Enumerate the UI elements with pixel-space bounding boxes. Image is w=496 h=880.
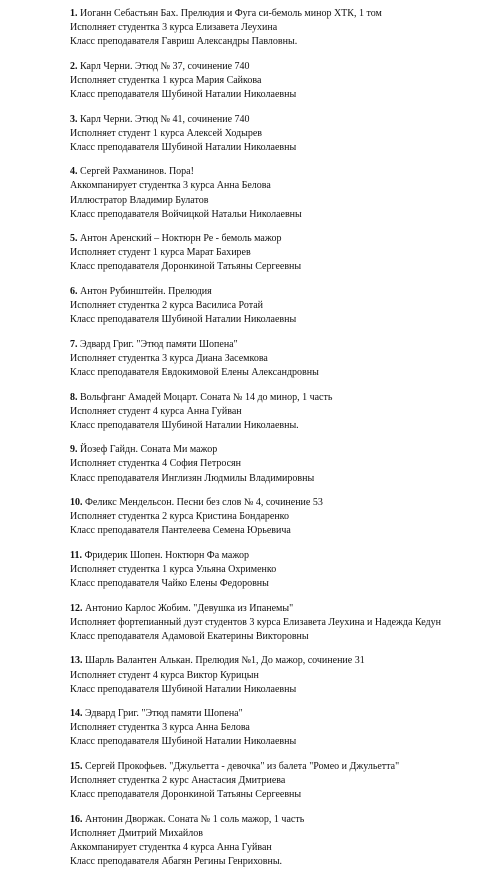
program-item <box>70 813 490 869</box>
program-item-detail: Класс преподавателя Чайко Елены Федоровны <box>70 578 269 590</box>
program-item-detail: Класс преподавателя Шубиной Наталии Николаевны <box>70 88 297 100</box>
program-item-detail: Аккомпанирует студентка 3 курса Анна Белова <box>70 180 271 192</box>
program-item-number: 9. <box>70 444 78 456</box>
program-item-detail: Класс преподавателя Пантелеева Семена Юрьевича <box>70 525 291 537</box>
program-item-number: 16. <box>70 813 83 825</box>
program-item-title: Антонио Карлос Жобим. "Девушка из Ипанемы" <box>85 602 294 614</box>
program-item <box>70 549 490 591</box>
program-item <box>70 60 490 102</box>
program-item-title: Эдвард Григ. "Этюд памяти Шопена" <box>85 708 243 720</box>
program-item-title-line <box>70 60 490 74</box>
program-item <box>70 707 490 749</box>
program-item-number: 10. <box>70 497 83 509</box>
program-item-title: Йозеф Гайдн. Соната Ми мажор <box>80 444 218 456</box>
program-item <box>70 285 490 327</box>
program-item-detail: Класс преподавателя Шубиной Наталии Николаевны <box>70 683 297 695</box>
program-item <box>70 443 490 485</box>
program-item-detail: Класс преподавателя Инглизян Людмилы Владимировны <box>70 472 315 484</box>
program-item-number: 13. <box>70 655 83 667</box>
program-item-title: Антонин Дворжак. Соната № 1 соль мажор, 1 часть <box>85 813 305 825</box>
program-item-number: 12. <box>70 602 83 614</box>
program-item-detail: Исполняет студент 1 курса Марат Бахирев <box>70 247 251 259</box>
program-item <box>70 496 490 538</box>
program-item-title: Иоганн Себастьян Бах. Прелюдия и Фуга си-бемоль минор ХТК, 1 том <box>80 8 382 19</box>
program-item <box>70 7 490 49</box>
program-item-title: Антон Рубинштейн. Прелюдия <box>80 286 212 297</box>
program-item-title-line <box>70 7 490 21</box>
program-item-number: 15. <box>70 761 83 773</box>
program-item-title-line <box>70 391 490 405</box>
program-item-number: 2. <box>70 60 78 72</box>
program-item-detail: Класс преподавателя Войчицкой Натальи Николаевны <box>70 208 302 220</box>
program-item <box>70 654 490 696</box>
program-item <box>70 113 490 155</box>
program-item-number: 3. <box>70 113 78 125</box>
program-item-detail: Исполняет студент 4 курса Анна Гуйван <box>70 405 242 417</box>
program-item-detail: Класс преподавателя Шубиной Наталии Николаевны <box>70 314 297 326</box>
program-item-title: Сергей Рахманинов. Пора! <box>80 166 194 178</box>
program-item-number: 14. <box>70 708 83 720</box>
program-item-detail: Исполняет студент 4 курса Виктор Курицын <box>70 669 259 681</box>
program-item-detail: Исполняет студентка 3 курса Диана Засемкова <box>70 352 268 364</box>
program-item-detail: Исполняет студентка 3 курса Елизавета Леухина <box>70 22 278 34</box>
program-item-title-line <box>70 113 490 127</box>
program-item-detail: Класс преподавателя Шубиной Наталии Николаевны <box>70 141 297 153</box>
program-item-detail: Исполняет студентка 3 курса Анна Белова <box>70 722 250 734</box>
program-item-title: Сергей Прокофьев. "Джульетта - девочка" из балета "Ромео и Джульетта" <box>85 761 400 773</box>
program-item-number: 11. <box>70 549 82 561</box>
program-item <box>70 602 490 644</box>
program-item-detail: Исполняет фортепианный дуэт студентов 3 курса Елизавета Леухина и Надежда Кедун <box>70 616 441 628</box>
program-item-title: Феликс Мендельсон. Песни без слов № 4, сочинение 53 <box>85 497 323 509</box>
program-item-title-line <box>70 285 490 299</box>
program-item-detail: Класс преподавателя Доронкиной Татьяны Сергеевны <box>70 261 302 273</box>
program-item-title-line <box>70 165 490 179</box>
program-item-title-line <box>70 443 490 457</box>
program-item-detail: Исполняет студентка 2 курса Кристина Бондаренко <box>70 511 290 523</box>
program-item <box>70 232 490 274</box>
program-item-title: Карл Черни. Этюд № 41, сочинение 740 <box>80 113 250 125</box>
program-item-title-line <box>70 760 490 774</box>
program-item-detail: Класс преподавателя Евдокимовой Елены Александровны <box>70 366 319 378</box>
program-item-detail: Исполняет студентка 2 курс Анастасия Дмитриева <box>70 775 286 787</box>
program-item-detail: Класс преподавателя Шубиной Наталии Николаевны. <box>70 419 299 431</box>
program-item-number: 1. <box>70 8 78 19</box>
program-item-title-line <box>70 549 490 563</box>
program-item-detail: Исполняет студент 1 курса Алексей Ходырев <box>70 127 263 139</box>
program-item <box>70 165 490 221</box>
program-item-detail: Класс преподавателя Шубиной Наталии Николаевны <box>70 736 297 748</box>
program-item-number: 6. <box>70 286 78 297</box>
program-item-detail: Класс преподавателя Абагян Регины Генриховны. <box>70 856 283 868</box>
program-item-title-line <box>70 232 490 246</box>
program-item-detail: Класс преподавателя Адамовой Екатерины Викторовны <box>70 630 309 642</box>
program-item-detail: Исполняет студентка 2 курса Василиса Ротай <box>70 300 263 312</box>
program-item-detail: Класс преподавателя Доронкиной Татьяны Сергеевны <box>70 789 302 801</box>
program-item-detail: Исполняет студентка 1 курса Мария Сайкова <box>70 74 262 86</box>
program-item-title: Шарль Валантен Алькан. Прелюдия №1, До мажор, сочинение 31 <box>85 655 365 667</box>
program-item <box>70 391 490 433</box>
program-item-detail: Иллюстратор Владимир Булатов <box>70 194 209 206</box>
program-item-detail: Исполняет Дмитрий Михайлов <box>70 827 203 839</box>
program-item <box>70 760 490 802</box>
program-item-number: 5. <box>70 233 78 245</box>
program-item-title-line <box>70 654 490 668</box>
program-item-title-line <box>70 602 490 616</box>
program-list <box>70 7 490 880</box>
program-item-title-line <box>70 707 490 721</box>
program-item-title-line <box>70 813 490 827</box>
program-item-detail: Исполняет студентка 1 курса Ульяна Охрименко <box>70 564 277 575</box>
program-item <box>70 338 490 380</box>
program-item-detail: Класс преподавателя Гавриш Александры Павловны. <box>70 36 298 48</box>
program-item-title: Фридерик Шопен. Ноктюрн Фа мажор <box>84 549 250 561</box>
program-item-number: 8. <box>70 391 78 403</box>
program-item-title-line <box>70 496 490 510</box>
program-item-title: Эдвард Григ. "Этюд памяти Шопена" <box>80 338 238 350</box>
program-item-title: Антон Аренский – Ноктюрн Ре - бемоль мажор <box>80 233 282 245</box>
program-item-detail: Аккомпанирует студентка 4 курса Анна Гуйван <box>70 842 272 853</box>
program-item-title-line <box>70 338 490 352</box>
program-item-number: 4. <box>70 166 78 178</box>
program-item-title: Вольфганг Амадей Моцарт. Соната № 14 до минор, 1 часть <box>80 391 333 403</box>
program-item-title: Карл Черни. Этюд № 37, сочинение 740 <box>80 60 250 72</box>
program-item-number: 7. <box>70 338 78 350</box>
program-item-detail: Исполняет студентка 4 София Петросян <box>70 458 241 470</box>
